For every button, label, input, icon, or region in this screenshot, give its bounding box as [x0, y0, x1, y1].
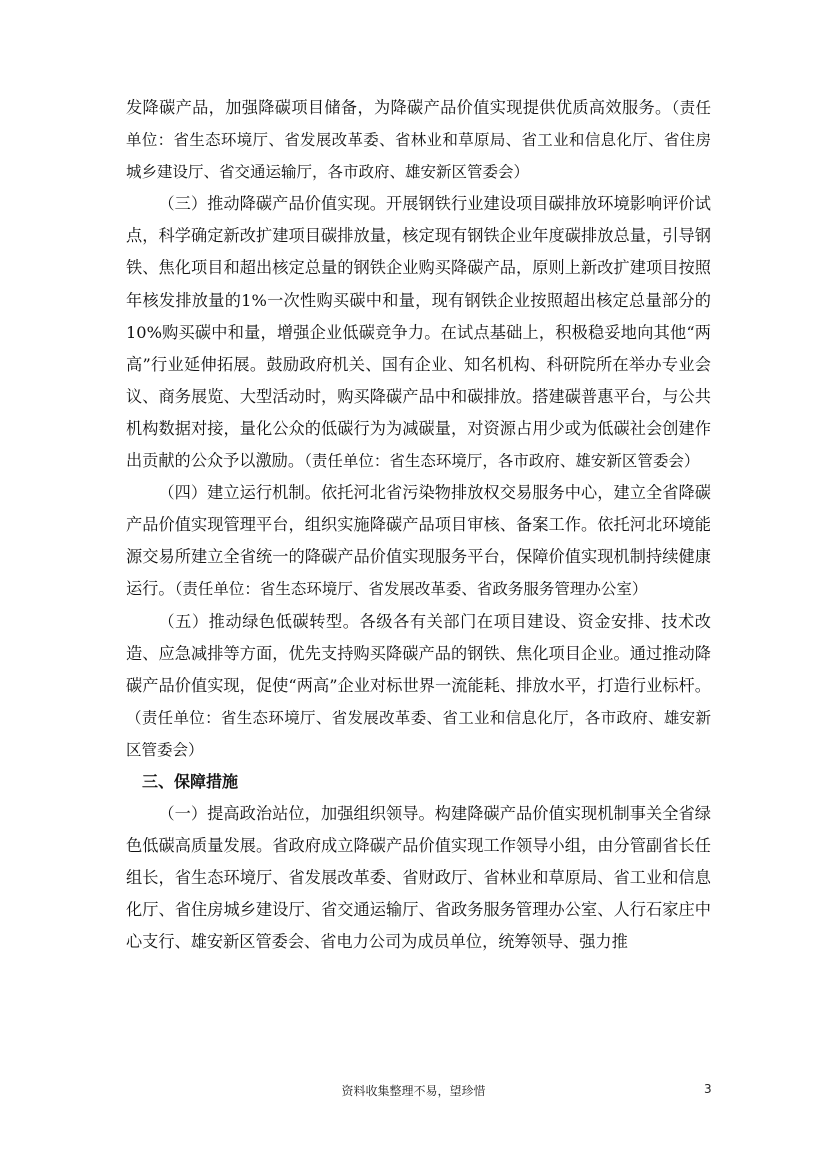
section-heading: 三、保障措施	[142, 771, 239, 791]
paragraph-item-5	[126, 606, 711, 766]
document-body	[126, 92, 711, 959]
paragraph-text: （一）提高政治站位，加强组织领导。构建降碳产品价值实现机制事关全省绿色低碳高质量发展。省政府成立降碳产品价值实现工作领导小组，由分管副省长任组长，省生态环境厅、省发展改革委、省财政厅、省林业和草原局、省工业和信息化厅、省住房城乡建设厅、省交通运输厅、省政务服务管理办公室、人行石家庄中心支行、雄安新区管委会、省电力公司为成员单位，统筹领导、强力推	[126, 804, 711, 952]
page-footer	[0, 1082, 827, 1106]
footer-note: 资料收集整理不易，望珍惜	[341, 1084, 486, 1098]
paragraph-item-3	[126, 188, 711, 477]
paragraph-text: （四）建立运行机制。依托河北省污染物排放权交易服务中心，建立全省降碳产品价值实现管理平台，组织实施降碳产品项目审核、备案工作。依托河北环境能源交易所建立全省统一的降碳产品价值实现服务平台，保障价值实现机制持续健康运行。	[126, 483, 711, 599]
responsibility-note: （责任单位：省生态环境厅、省发展改革委、省工业和信息化厅，各市政府、雄安新区管委会）	[126, 708, 711, 759]
paragraph-item-1	[126, 798, 711, 958]
responsibility-note: （责任单位：省生态环境厅，各市政府、雄安新区管委会）	[304, 452, 700, 471]
paragraph-item-4	[126, 477, 711, 605]
paragraph-text: （五）推动绿色低碳转型。各级各有关部门在项目建设、资金安排、技术改造、应急减排等方面，优先支持购买降碳产品的钢铁、焦化项目企业。通过推动降碳产品价值实现，促使“两高”企业对标世界一流能耗、排放水平，打造行业标杆。	[126, 611, 711, 695]
responsibility-note: （责任单位：省生态环境厅、省发展改革委、省林业和草原局、省工业和信息化厅、省住房城乡建设厅、省交通运输厅，各市政府、雄安新区管委会）	[126, 99, 711, 182]
responsibility-note: （责任单位：省生态环境厅、省发展改革委、省政务服务管理办公室）	[174, 580, 648, 599]
paragraph-text: 发降碳产品，加强降碳项目储备，为降碳产品价值实现提供优质高效服务。	[126, 98, 672, 117]
paragraph-text: （三）推动降碳产品价值实现。开展钢铁行业建设项目碳排放环境影响评价试点，科学确定新改扩建项目碳排放量，核定现有钢铁企业年度碳排放总量，引导钢铁、焦化项目和超出核定总量的钢铁企业购买降碳产品，原则上新改扩建项目按照年核发排放量的1%一次性购买碳中和量，现有钢铁企业按照超出核定总量部分的10%购买碳中和量，增强企业低碳竞争力。在试点基础上，积极稳妥地向其他“两高”行业延伸拓展。鼓励政府机关、国有企业、知名机构、科研院所在举办专业会议、商务展览、大型活动时，购买降碳产品中和碳排放。搭建碳普惠平台，与公共机构数据对接，量化公众的低碳行为为减碳量，对资源占用少或为低碳社会创建作出贡献的公众予以激励。	[126, 194, 711, 471]
paragraph-continuation	[126, 92, 711, 188]
page-number: 3	[704, 1082, 712, 1096]
